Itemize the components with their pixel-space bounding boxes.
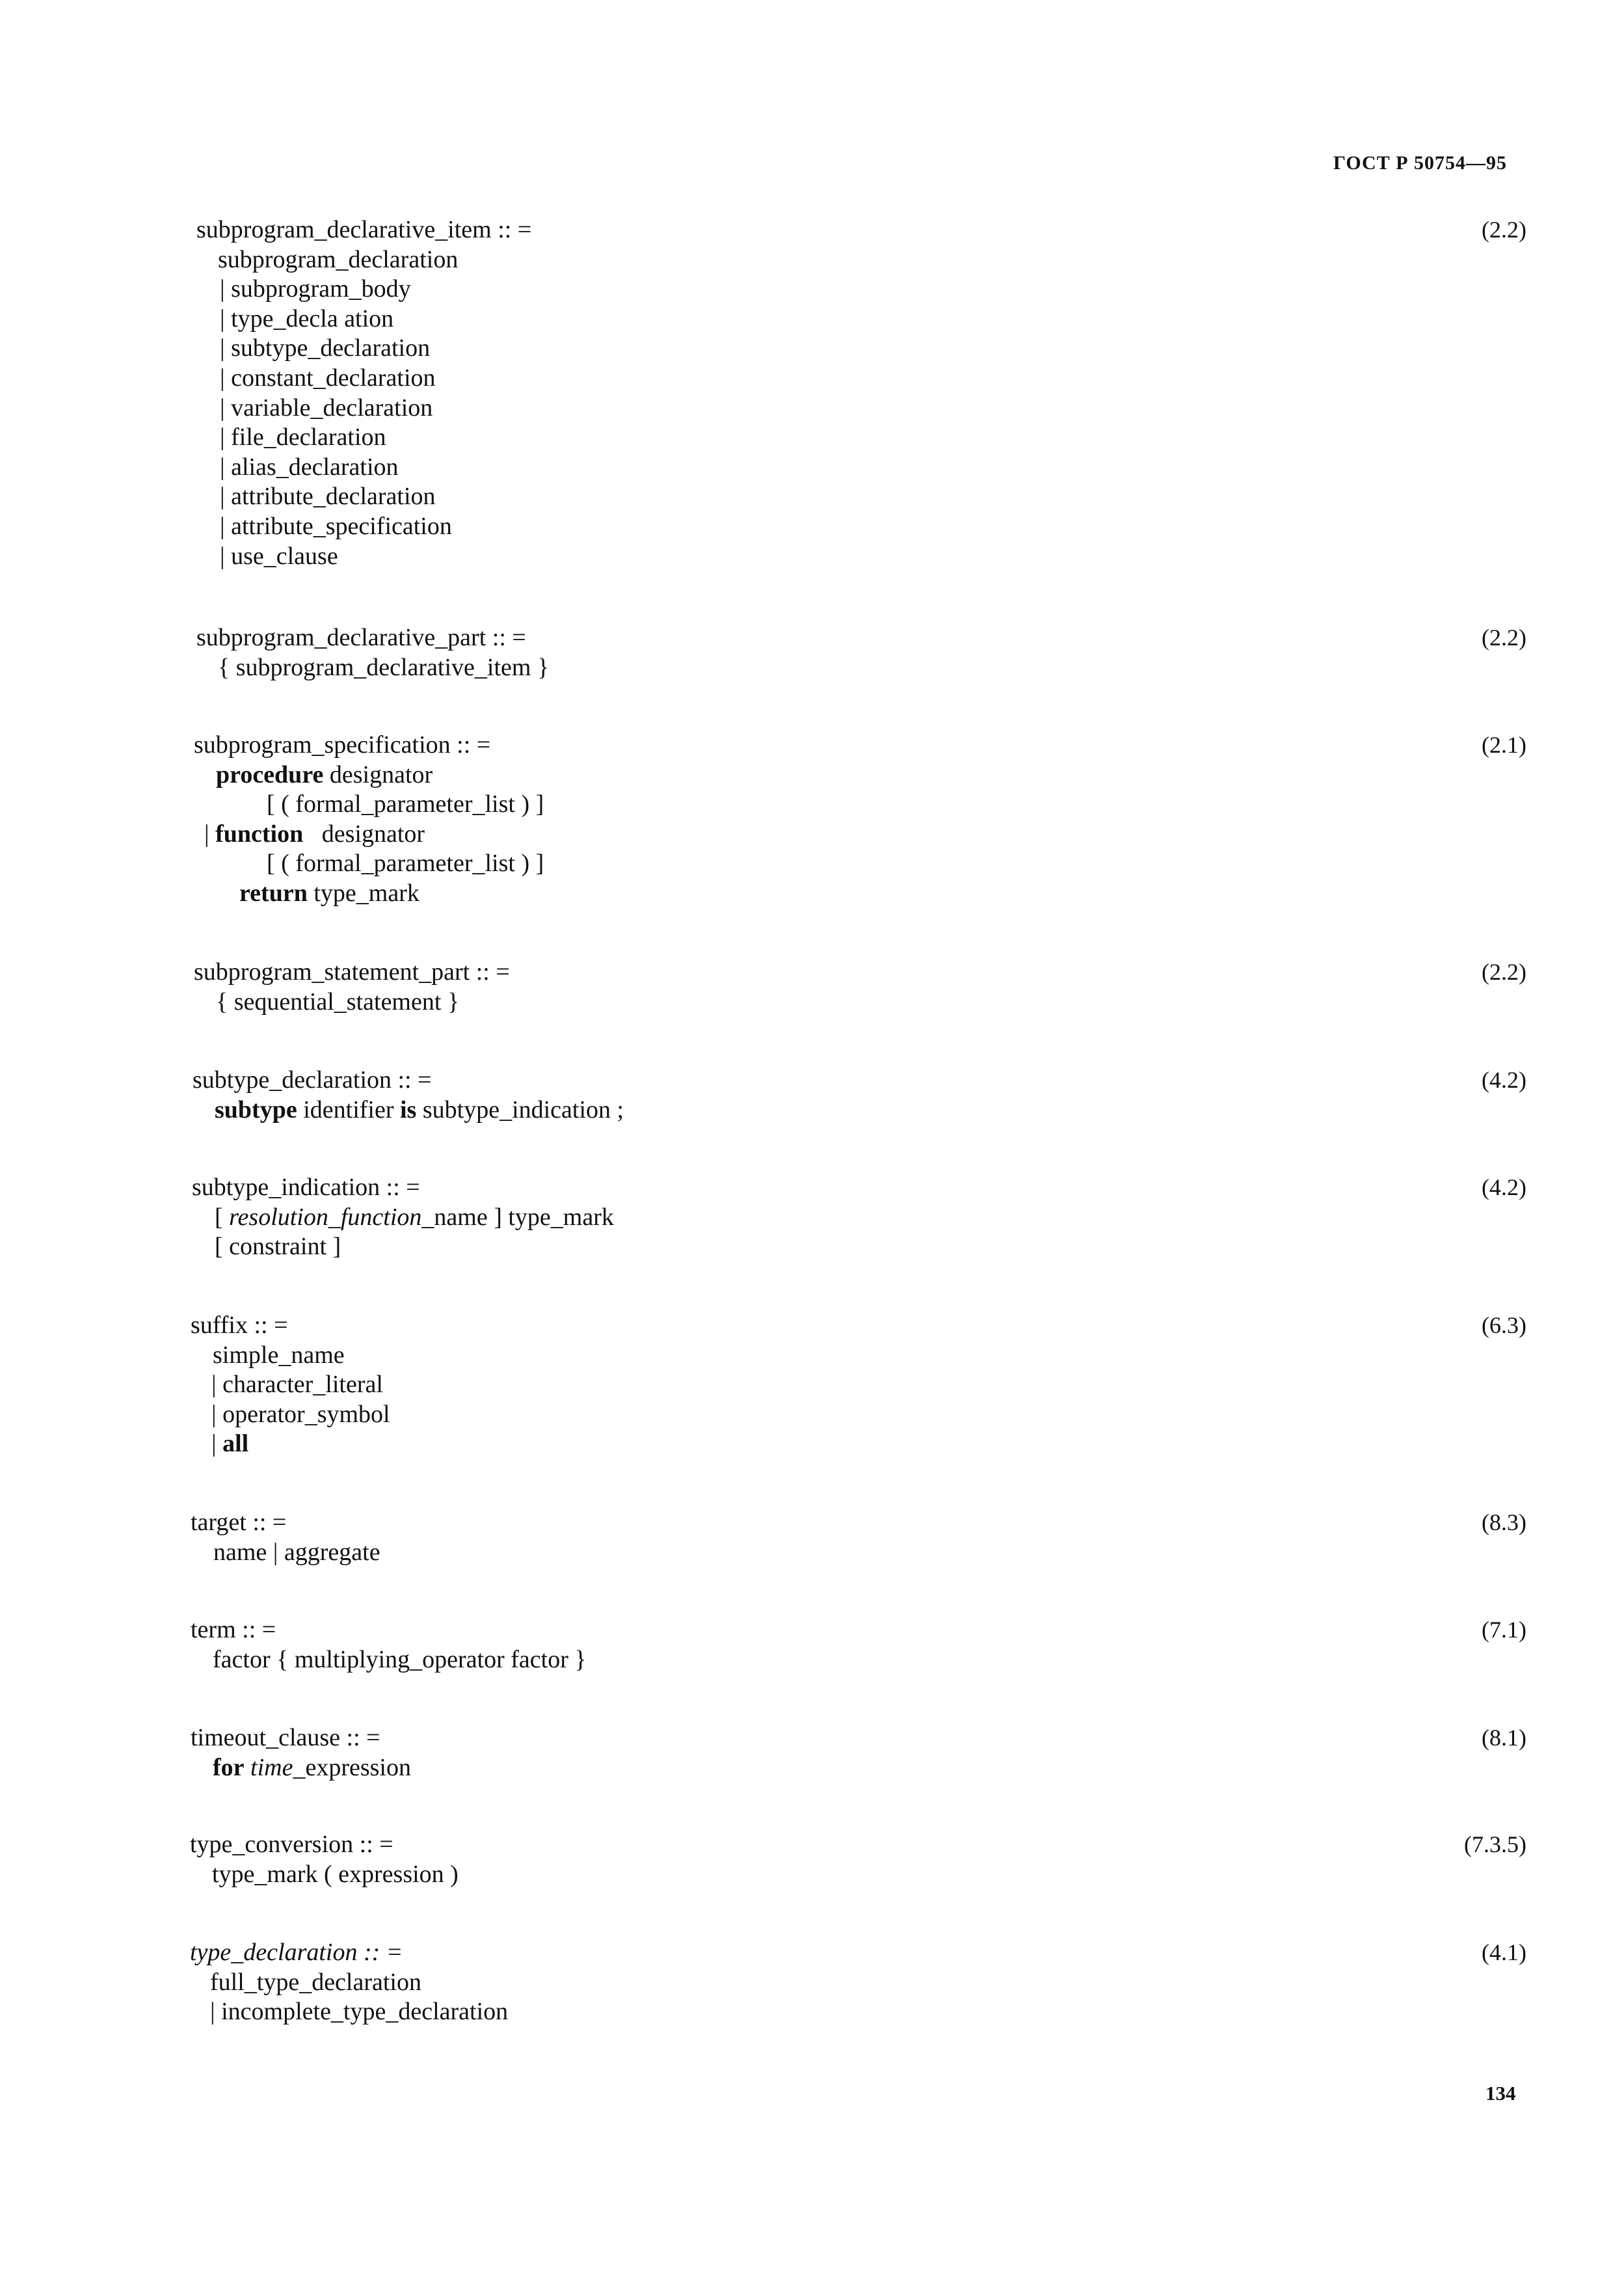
- rule-alternative-line: [220, 304, 393, 334]
- text-run: | type_decla ation: [220, 304, 394, 332]
- text-run: subtype_indication ;: [416, 1096, 624, 1124]
- text-run: subprogram_statement_part :: =: [194, 958, 510, 986]
- rule-alternative-line: [211, 1429, 248, 1459]
- text-run: subprogram_declarative_item :: =: [196, 216, 532, 243]
- rule-alternative-line: [216, 987, 459, 1017]
- section-reference: (4.2): [1482, 1174, 1526, 1200]
- text-run: designator: [323, 760, 433, 788]
- section-reference: (4.2): [1482, 1067, 1526, 1093]
- rule-alternative-line: [215, 1202, 614, 1232]
- section-reference: (2.2): [1482, 625, 1526, 651]
- text-run: target :: =: [191, 1509, 287, 1536]
- text-run: | subtype_declaration: [220, 334, 431, 362]
- rule-alternative-line: [267, 848, 544, 878]
- rule-alternative-line: [211, 1399, 390, 1429]
- text-run: suffix :: =: [191, 1312, 288, 1339]
- section-reference: (7.3.5): [1464, 1831, 1526, 1857]
- rule-alternative-line: [213, 1537, 380, 1567]
- text-run: | incomplete_type_declaration: [210, 1998, 509, 2026]
- text-run: |: [211, 1430, 223, 1458]
- text-run: subtype_indication :: =: [192, 1174, 420, 1201]
- text-run: subprogram_declarative_part :: =: [196, 624, 526, 651]
- rule-alternative-line: [212, 1859, 459, 1889]
- text-run: subprogram_declaration: [218, 245, 459, 273]
- text-run: simple_name: [213, 1341, 345, 1369]
- rule-alternative-line: [218, 245, 458, 275]
- text-run: factor { multiplying_operator factor }: [213, 1645, 587, 1673]
- text-run: timeout_clause :: =: [191, 1724, 380, 1751]
- italic-term: time: [250, 1753, 293, 1781]
- rule-definition-head: [193, 1065, 432, 1095]
- rule-alternative-line: [220, 393, 433, 423]
- rule-alternative-line: [216, 760, 433, 790]
- keyword: for: [213, 1753, 245, 1781]
- text-run: | alias_declaration: [220, 453, 399, 481]
- text-run: [ ( formal_parameter_list ) ]: [267, 850, 544, 878]
- rule-definition-head: [190, 1937, 403, 1967]
- keyword: return: [239, 880, 308, 907]
- text-run: { subprogram_declarative_item }: [218, 653, 550, 681]
- text-run: [ constraint ]: [215, 1233, 341, 1261]
- text-run: | operator_symbol: [211, 1400, 390, 1428]
- text-run: subprogram_specification :: =: [194, 731, 491, 759]
- rule-definition-head: [190, 1829, 393, 1859]
- italic-term: type_declaration :: =: [190, 1939, 403, 1966]
- text-run: | use_clause: [220, 542, 338, 570]
- rule-definition-head: [191, 1615, 276, 1645]
- text-run: | variable_declaration: [220, 394, 433, 422]
- rule-alternative-line: [215, 1231, 341, 1261]
- document-header: ГОСТ Р 50754—95: [1333, 152, 1508, 174]
- text-run: _name ] type_mark: [421, 1203, 614, 1231]
- text-run: _expression: [293, 1753, 411, 1781]
- text-run: subtype_declaration :: =: [193, 1066, 432, 1094]
- keyword: subtype: [215, 1096, 297, 1124]
- section-reference: (2.2): [1482, 217, 1526, 243]
- text-run: full_type_declaration: [210, 1968, 421, 1996]
- rule-definition-head: [194, 730, 490, 760]
- text-run: identifier: [297, 1096, 400, 1124]
- rule-alternative-line: [220, 511, 452, 541]
- rule-alternative-line: [220, 541, 338, 571]
- keyword: all: [222, 1430, 249, 1458]
- text-run: [: [215, 1203, 230, 1231]
- text-run: | attribute_declaration: [220, 483, 436, 511]
- text-run: name | aggregate: [213, 1538, 380, 1566]
- rule-alternative-line: [213, 1340, 345, 1370]
- rule-definition-head: [191, 1723, 380, 1753]
- rule-alternative-line: [215, 1095, 624, 1125]
- rule-definition-head: [194, 957, 510, 987]
- text-run: type_conversion :: =: [190, 1831, 393, 1858]
- text-run: term :: =: [191, 1616, 276, 1643]
- text-run: |: [204, 820, 216, 848]
- text-run: [245, 1754, 251, 1781]
- text-run: [ ( formal_parameter_list ) ]: [267, 790, 544, 818]
- text-run: | attribute_specification: [220, 513, 452, 540]
- text-run: { sequential_statement }: [216, 988, 460, 1016]
- italic-term: resolution_function: [229, 1203, 422, 1231]
- text-run: | subprogram_body: [220, 275, 411, 303]
- text-run: type_mark ( expression ): [212, 1860, 459, 1888]
- section-reference: (8.3): [1482, 1509, 1526, 1535]
- section-reference: (4.1): [1482, 1939, 1526, 1965]
- text-run: designator: [303, 820, 425, 848]
- rule-definition-head: [196, 623, 526, 653]
- text-run: | character_literal: [211, 1371, 383, 1399]
- keyword: procedure: [216, 760, 324, 788]
- rule-alternative-line: [213, 1645, 587, 1675]
- section-reference: (8.1): [1482, 1725, 1526, 1751]
- rule-alternative-line: [213, 1753, 411, 1783]
- rule-alternative-line: [220, 452, 399, 482]
- rule-alternative-line: [220, 422, 386, 452]
- text-run: | constant_declaration: [220, 364, 436, 392]
- rule-definition-head: [196, 215, 531, 245]
- rule-alternative-line: [220, 363, 436, 393]
- rule-alternative-line: [267, 789, 544, 819]
- keyword: function: [215, 820, 304, 848]
- rule-alternative-line: [239, 878, 419, 908]
- rule-alternative-line: [204, 819, 425, 849]
- rule-alternative-line: [210, 1967, 421, 1997]
- rule-alternative-line: [211, 1369, 383, 1399]
- section-reference: (6.3): [1482, 1312, 1526, 1338]
- keyword: is: [400, 1096, 417, 1124]
- rule-definition-head: [192, 1172, 420, 1202]
- rule-alternative-line: [220, 274, 411, 304]
- rule-alternative-line: [210, 1997, 508, 2026]
- rule-alternative-line: [220, 481, 436, 511]
- section-reference: (2.2): [1482, 959, 1526, 985]
- text-run: | file_declaration: [220, 424, 386, 451]
- page-number: 134: [1485, 2082, 1516, 2105]
- rule-alternative-line: [218, 653, 549, 682]
- section-reference: (2.1): [1482, 732, 1526, 758]
- text-run: type_mark: [307, 880, 419, 907]
- section-reference: (7.1): [1482, 1617, 1526, 1643]
- rule-alternative-line: [220, 333, 430, 363]
- rule-definition-head: [191, 1507, 286, 1537]
- rule-definition-head: [191, 1310, 288, 1340]
